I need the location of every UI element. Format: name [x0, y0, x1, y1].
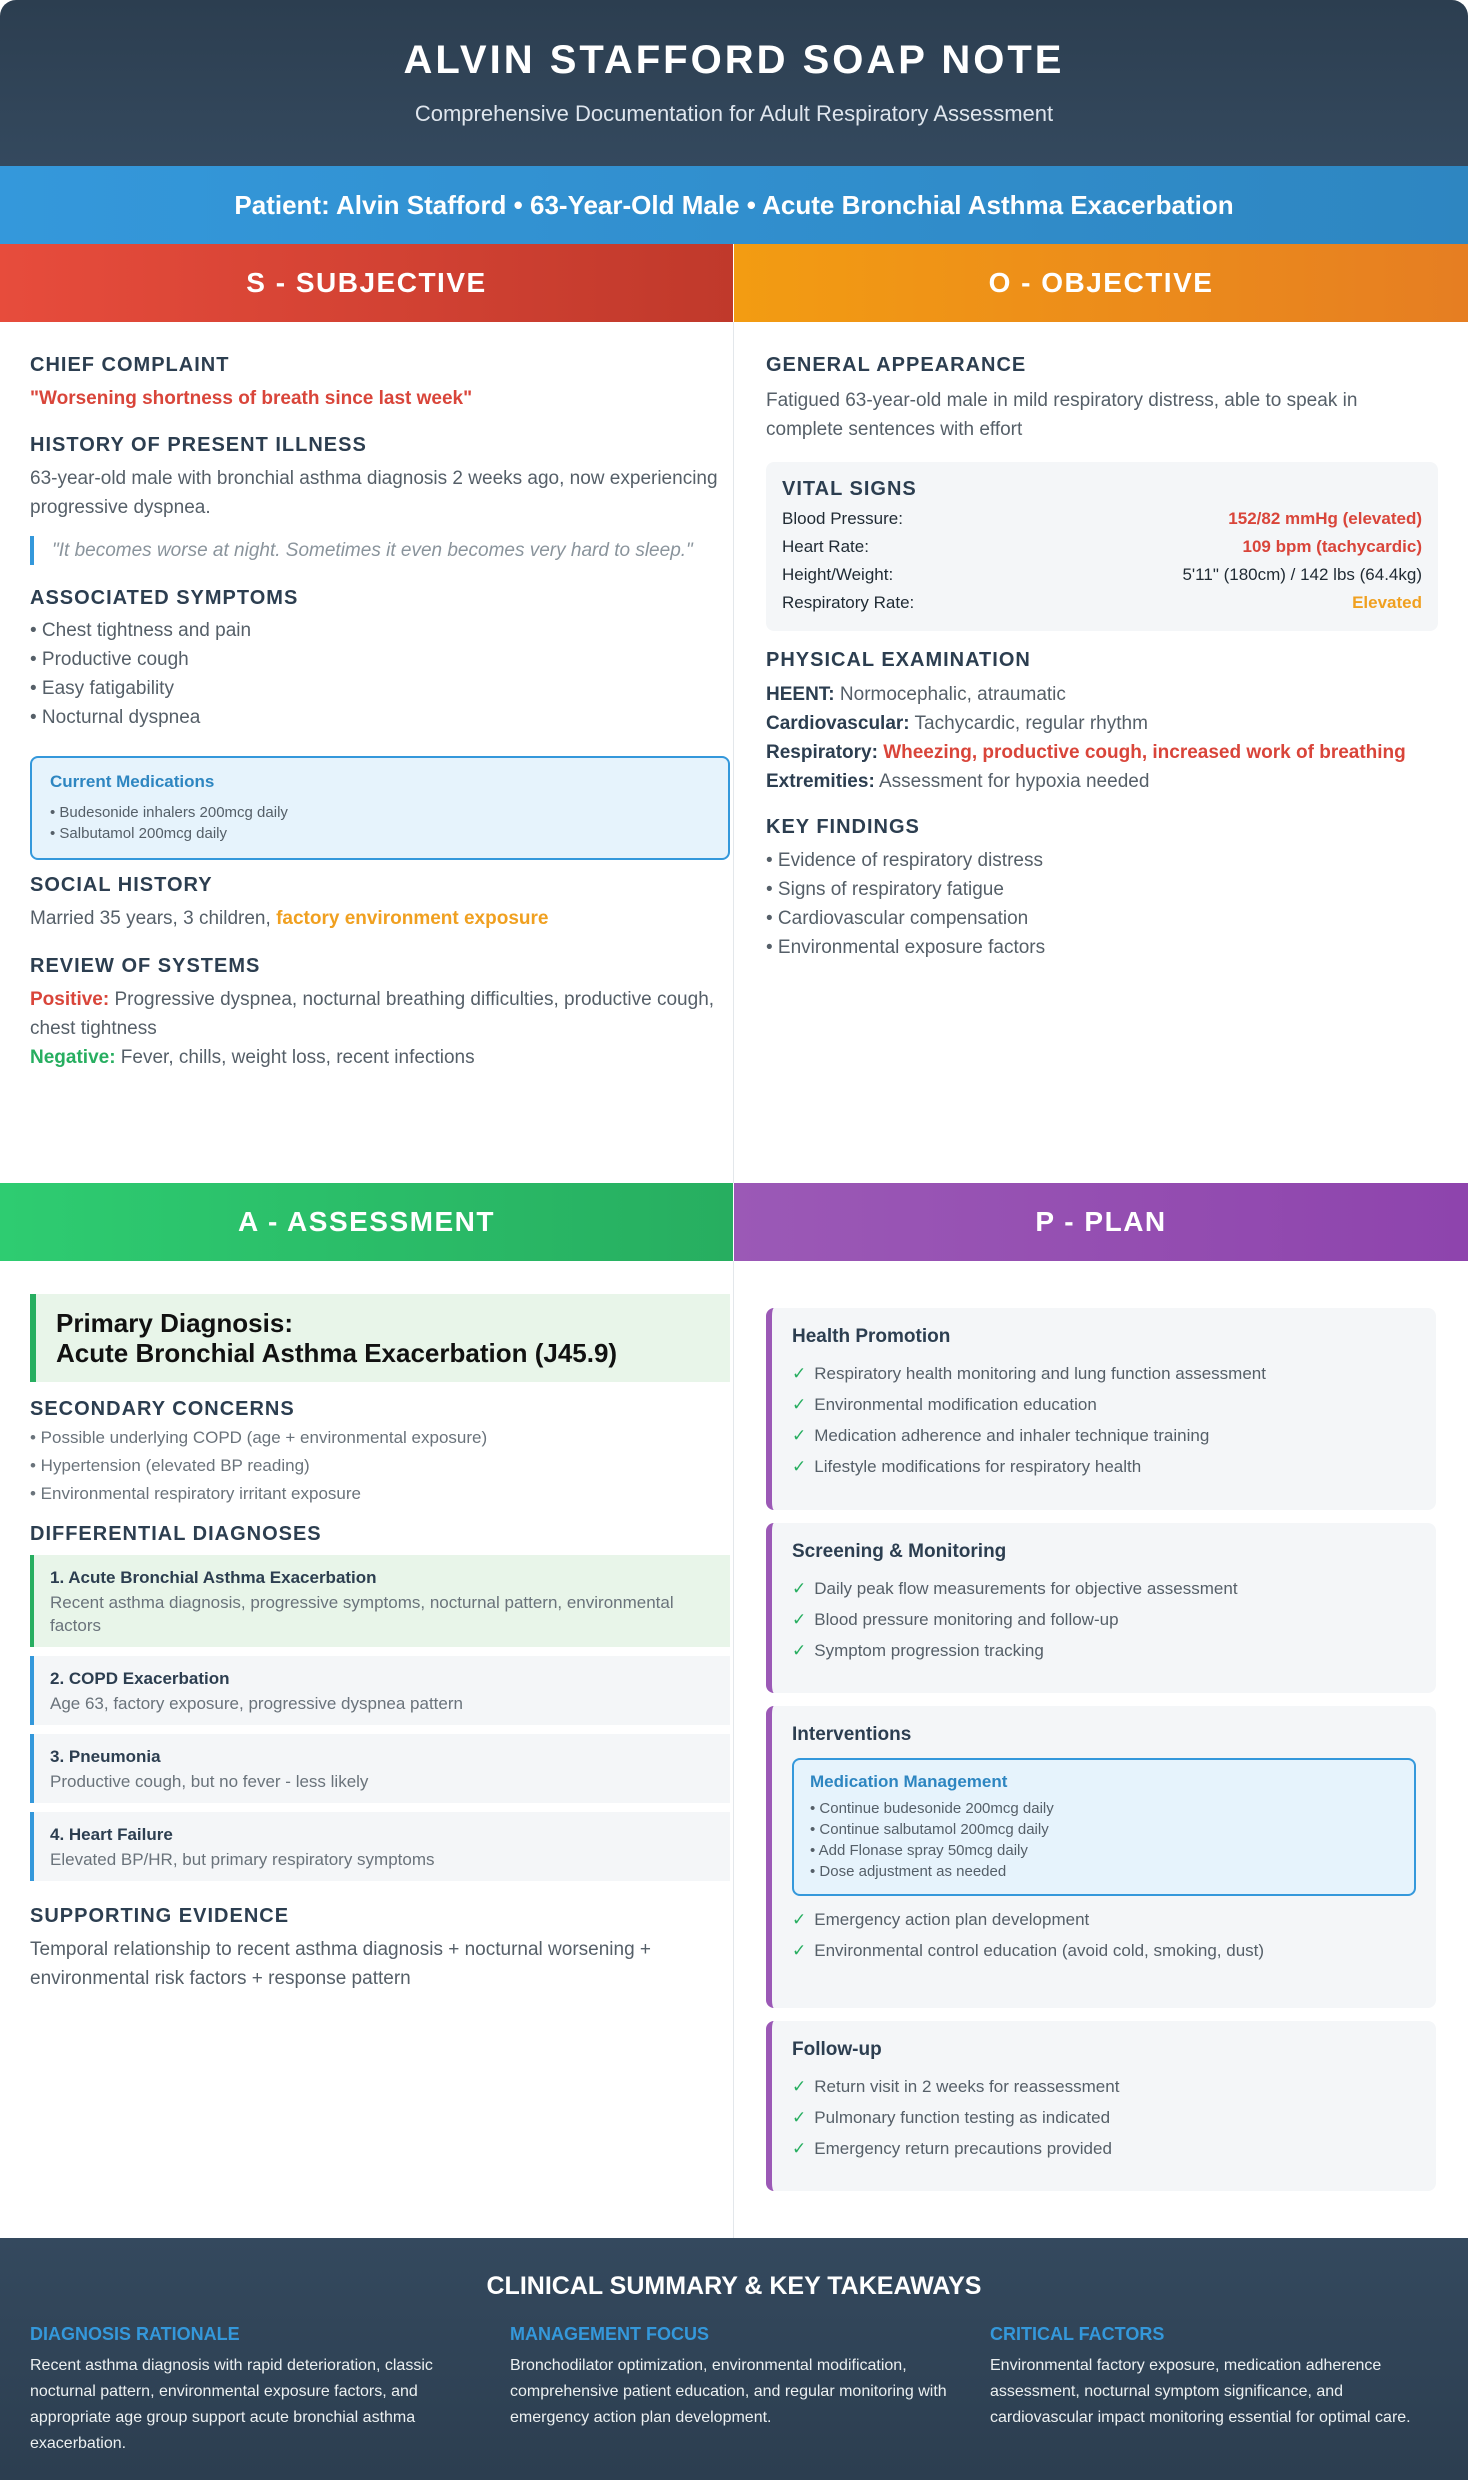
plan-header: P - PLAN [734, 1183, 1468, 1261]
list-item: • Easy fatigability [30, 678, 174, 699]
ros-positive [30, 985, 730, 1043]
plan-item [792, 1573, 1416, 1604]
plan-item-text: Symptom progression tracking [814, 1641, 1044, 1660]
primary-diagnosis-box [30, 1294, 730, 1382]
plan-item [792, 1935, 1416, 1966]
summary-column-body: Recent asthma diagnosis with rapid deterioration, classic nocturnal pattern, environmental exposure factors, and appropriate age group support acute bronchial asthma exacerbation. [30, 2357, 433, 2452]
page-subtitle: Comprehensive Documentation for Adult Respiratory Assessment [414, 101, 1054, 126]
check-icon: ✓ [792, 1395, 807, 1414]
check-icon: ✓ [792, 1579, 807, 1598]
list-item: • Environmental exposure factors [766, 937, 1046, 958]
screening-card [766, 1523, 1436, 1693]
plan-item [792, 2133, 1416, 2164]
list-item: • Hypertension (elevated BP reading) [30, 1456, 310, 1475]
differential-title-text: 4. Heart Failure [50, 1825, 173, 1844]
current-medications-box [30, 756, 730, 860]
check-icon: ✓ [792, 2139, 807, 2158]
secondary-concerns-list [30, 1424, 730, 1508]
plan-item [792, 2071, 1416, 2102]
summary-column-title: MANAGEMENT FOCUS [510, 2324, 709, 2344]
plan-item-text: Daily peak flow measurements for objective assessment [814, 1579, 1238, 1598]
exam-label: Cardiovascular: [766, 713, 910, 734]
key-findings-title: KEY FINDINGS [766, 816, 920, 838]
exam-value: Assessment for hypoxia needed [874, 771, 1150, 792]
differential-item [30, 1734, 730, 1803]
social-history-title: SOCIAL HISTORY [30, 874, 213, 896]
list-item: • Evidence of respiratory distress [766, 850, 1043, 871]
exam-value: Tachycardic, regular rhythm [909, 713, 1148, 734]
plan-item [792, 2102, 1416, 2133]
primary-diagnosis-label: Primary Diagnosis: [56, 1308, 293, 1338]
list-item: • Budesonide inhalers 200mcg daily [50, 804, 288, 821]
exam-label: Extremities: [766, 771, 875, 792]
check-icon: ✓ [792, 2077, 807, 2096]
exam-item [766, 738, 1438, 767]
screening-title: Screening & Monitoring [792, 1541, 1007, 1562]
differential-list [30, 1555, 730, 1881]
assessment-header: A - ASSESSMENT [0, 1183, 733, 1261]
check-icon: ✓ [792, 1457, 807, 1476]
subjective-header: S - SUBJECTIVE [0, 244, 733, 322]
assessment-panel [30, 1294, 730, 1993]
list-item: • Salbutamol 200mcg daily [50, 825, 228, 842]
exam-list [766, 680, 1438, 796]
ros-title: REVIEW OF SYSTEMS [30, 955, 261, 977]
summary-title: CLINICAL SUMMARY & KEY TAKEAWAYS [486, 2272, 982, 2300]
plan-item-text: Respiratory health monitoring and lung function assessment [814, 1364, 1266, 1383]
column-divider [733, 322, 734, 1183]
vital-row [782, 561, 1422, 589]
ros-negative [30, 1043, 730, 1072]
subjective-panel [30, 354, 730, 1072]
check-icon: ✓ [792, 1941, 807, 1960]
check-icon: ✓ [792, 1910, 807, 1929]
hpi-title: HISTORY OF PRESENT ILLNESS [30, 434, 367, 456]
social-history [30, 904, 730, 933]
vital-signs-title: VITAL SIGNS [782, 478, 917, 500]
appearance-text: Fatigued 63-year-old male in mild respiratory distress, able to speak in complete sentences with effort [766, 390, 1358, 440]
differential-title-text: 2. COPD Exacerbation [50, 1669, 230, 1688]
differential-item [30, 1812, 730, 1881]
list-item: • Nocturnal dyspnea [30, 707, 201, 728]
list-item: • Signs of respiratory fatigue [766, 879, 1004, 900]
ros-positive-text: Progressive dyspnea, nocturnal breathing difficulties, productive cough, chest tightness [30, 989, 715, 1039]
plan-item-text: Environmental modification education [814, 1395, 1097, 1414]
plan-item [792, 1904, 1416, 1935]
secondary-concerns-title: SECONDARY CONCERNS [30, 1398, 295, 1420]
exam-item [766, 709, 1438, 738]
differential-desc: Recent asthma diagnosis, progressive symptoms, nocturnal pattern, environmental factors [50, 1593, 674, 1635]
plan-item [792, 1604, 1416, 1635]
column-divider [733, 1261, 734, 2238]
plan-item-text: Environmental control education (avoid cold, smoking, dust) [814, 1941, 1265, 1960]
symptoms-title: ASSOCIATED SYMPTOMS [30, 587, 299, 609]
interventions-title: Interventions [792, 1724, 912, 1745]
list-item: • Add Flonase spray 50mcg daily [810, 1842, 1028, 1859]
medication-management-box [792, 1758, 1416, 1896]
exam-label: HEENT: [766, 684, 835, 705]
patient-quote: "It becomes worse at night. Sometimes it even becomes very hard to sleep." [30, 536, 730, 565]
ros-negative-text: Fever, chills, weight loss, recent infections [115, 1047, 475, 1068]
plan-item-text: Lifestyle modifications for respiratory health [814, 1457, 1142, 1476]
differential-title-text: 3. Pneumonia [50, 1747, 161, 1766]
health-promotion-card [766, 1308, 1436, 1510]
check-icon: ✓ [792, 1641, 807, 1660]
vital-label: Blood Pressure: [782, 509, 903, 528]
list-item: • Continue salbutamol 200mcg daily [810, 1821, 1049, 1838]
interventions-card [766, 1706, 1436, 2008]
summary-column-title: DIAGNOSIS RATIONALE [30, 2324, 240, 2344]
vital-label: Heart Rate: [782, 537, 869, 556]
check-icon: ✓ [792, 1364, 807, 1383]
patient-banner: Patient: Alvin Stafford • 63-Year-Old Male • Acute Bronchial Asthma Exacerbation [0, 166, 1468, 244]
exam-title: PHYSICAL EXAMINATION [766, 649, 1031, 671]
vital-row [782, 589, 1422, 617]
objective-panel [766, 354, 1438, 962]
vital-label: Height/Weight: [782, 565, 894, 584]
plan-item [792, 1420, 1416, 1451]
exam-item [766, 767, 1438, 796]
list-item: • Productive cough [30, 649, 189, 670]
page-header [0, 0, 1468, 166]
vital-signs-box [766, 462, 1438, 631]
symptoms-list [30, 616, 730, 732]
differential-desc: Productive cough, but no fever - less likely [50, 1772, 369, 1791]
key-findings-list [766, 846, 1438, 962]
medication-management-title: Medication Management [810, 1772, 1008, 1791]
plan-item [792, 1358, 1416, 1389]
check-icon: ✓ [792, 2108, 807, 2127]
list-item: • Chest tightness and pain [30, 620, 252, 641]
plan-item-text: Return visit in 2 weeks for reassessment [814, 2077, 1120, 2096]
exam-label: Respiratory: [766, 742, 878, 763]
list-item: • Dose adjustment as needed [810, 1863, 1007, 1880]
plan-item-text: Pulmonary function testing as indicated [814, 2108, 1111, 2127]
vital-value: 152/82 mmHg (elevated) [1228, 509, 1422, 528]
page-title: ALVIN STAFFORD SOAP NOTE [403, 38, 1065, 82]
exam-item [766, 680, 1438, 709]
supporting-evidence: Temporal relationship to recent asthma diagnosis + nocturnal worsening + environmental risk factors + response pattern [30, 1939, 652, 1989]
plan-item [792, 1451, 1416, 1482]
list-item: • Continue budesonide 200mcg daily [810, 1800, 1054, 1817]
medications-title: Current Medications [50, 772, 215, 791]
differential-title: DIFFERENTIAL DIAGNOSES [30, 1523, 322, 1545]
plan-item-text: Blood pressure monitoring and follow-up [814, 1610, 1119, 1629]
follow-up-card [766, 2021, 1436, 2191]
differential-title-text: 1. Acute Bronchial Asthma Exacerbation [50, 1568, 377, 1587]
differential-item [30, 1656, 730, 1725]
vital-value: 109 bpm (tachycardic) [1242, 537, 1422, 556]
chief-complaint: "Worsening shortness of breath since last week" [30, 388, 473, 409]
summary-column-body: Environmental factory exposure, medication adherence assessment, nocturnal symptom significance, and cardiovascular impact monitoring essential for optimal care. [990, 2357, 1411, 2426]
summary-column [510, 2324, 960, 2431]
differential-desc: Age 63, factory exposure, progressive dyspnea pattern [50, 1694, 463, 1713]
list-item: • Cardiovascular compensation [766, 908, 1029, 929]
plan-item [792, 1635, 1416, 1666]
hpi-text: 63-year-old male with bronchial asthma diagnosis 2 weeks ago, now experiencing progressive dyspnea. [30, 468, 718, 518]
primary-diagnosis: Acute Bronchial Asthma Exacerbation (J45.9) [56, 1338, 618, 1368]
vital-value: Elevated [1352, 593, 1422, 612]
differential-item [30, 1555, 730, 1647]
objective-header: O - OBJECTIVE [734, 244, 1468, 322]
vital-row [782, 533, 1422, 561]
vital-label: Respiratory Rate: [782, 593, 915, 612]
list-item: • Environmental respiratory irritant exposure [30, 1484, 361, 1503]
differential-desc: Elevated BP/HR, but primary respiratory symptoms [50, 1850, 435, 1869]
exam-value: Normocephalic, atraumatic [834, 684, 1066, 705]
summary-column-body: Bronchodilator optimization, environmental modification, comprehensive patient education, and regular monitoring with emergency action plan development. [510, 2357, 947, 2426]
plan-item-text: Emergency action plan development [814, 1910, 1090, 1929]
summary-column [30, 2324, 480, 2457]
follow-up-title: Follow-up [792, 2039, 882, 2060]
supporting-evidence-title: SUPPORTING EVIDENCE [30, 1905, 290, 1927]
ros-negative-label: Negative: [30, 1047, 116, 1068]
social-history-text: Married 35 years, 3 children, [30, 908, 277, 929]
chief-complaint-title: CHIEF COMPLAINT [30, 354, 230, 376]
health-promotion-title: Health Promotion [792, 1326, 951, 1347]
appearance-title: GENERAL APPEARANCE [766, 354, 1027, 376]
exam-value: Wheezing, productive cough, increased work of breathing [877, 742, 1406, 763]
check-icon: ✓ [792, 1610, 807, 1629]
check-icon: ✓ [792, 1426, 807, 1445]
ros-positive-label: Positive: [30, 989, 110, 1010]
vital-row [782, 505, 1422, 533]
summary-column-title: CRITICAL FACTORS [990, 2324, 1165, 2344]
plan-item-text: Medication adherence and inhaler technique training [814, 1426, 1210, 1445]
plan-item [792, 1389, 1416, 1420]
list-item: • Possible underlying COPD (age + environmental exposure) [30, 1428, 488, 1447]
plan-item-text: Emergency return precautions provided [814, 2139, 1112, 2158]
clinical-summary [0, 2238, 1468, 2480]
social-history-highlight: factory environment exposure [276, 908, 549, 929]
summary-column [990, 2324, 1440, 2431]
vital-value: 5'11" (180cm) / 142 lbs (64.4kg) [1182, 565, 1422, 584]
